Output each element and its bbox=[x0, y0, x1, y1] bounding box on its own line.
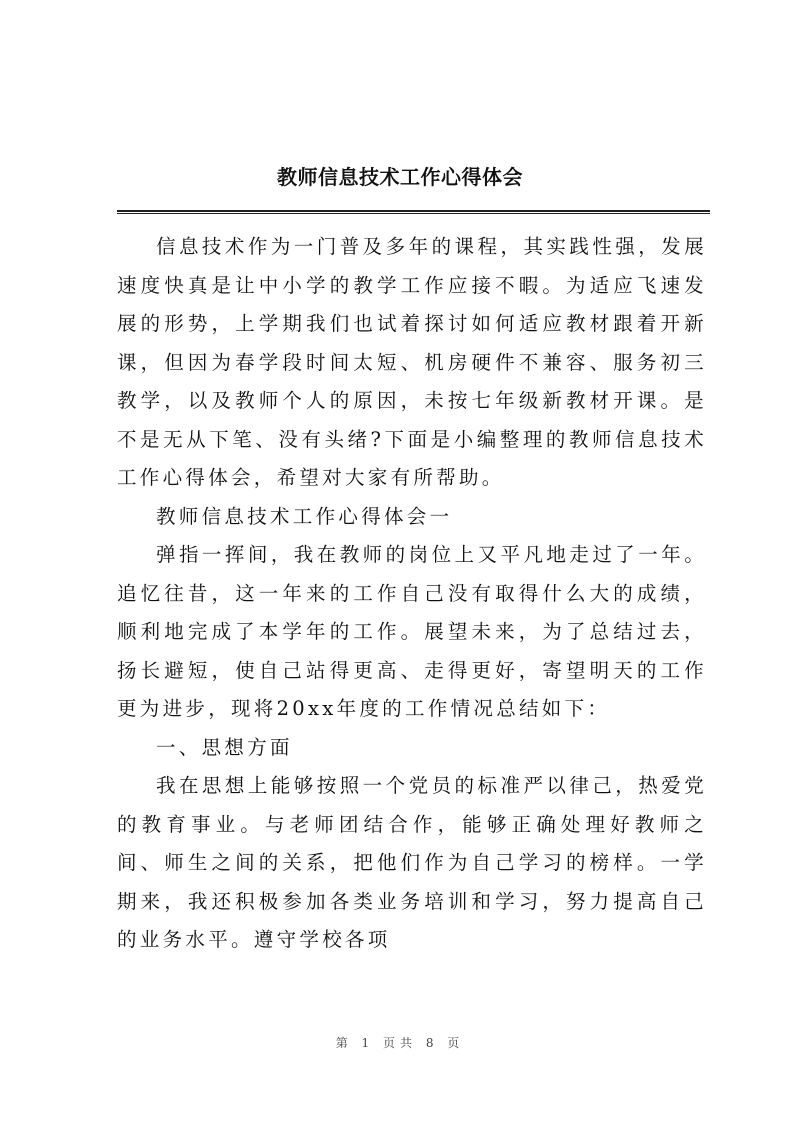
intro-paragraph: 信息技术作为一门普及多年的课程，其实践性强，发展速度快真是让中小学的教学工作应接不暇。为适应飞速发展的形势，上学期我们也试着探讨如何适应教材跟着开新课，但因为春学段时间太短、机房硬件不兼容、服务初三教学，以及教师个人的原因，未按七年级新教材开课。是不是无从下笔、没有头绪?下面是小编整理的教师信息技术工作心得体会，希望对大家有所帮助。 bbox=[117, 235, 707, 489]
subsection-heading: 一、思想方面 bbox=[156, 735, 293, 759]
title-divider bbox=[117, 210, 710, 214]
page-number-footer: 第 1 页共 8 页 bbox=[335, 1036, 465, 1050]
document-title: 教师信息技术工作心得体会 bbox=[277, 165, 523, 189]
body-paragraph: 我在思想上能够按照一个党员的标准严以律己，热爱党的教育事业。与老师团结合作，能够正确处理好教师之间、师生之间的关系，把他们作为自己学习的榜样。一学期来，我还积极参加各类业务培训和学习，努力提高自己的业务水平。遵守学校各项 bbox=[117, 774, 707, 951]
document-body bbox=[117, 228, 707, 960]
section-heading: 教师信息技术工作心得体会一 bbox=[156, 504, 453, 528]
body-paragraph: 弹指一挥间，我在教师的岗位上又平凡地走过了一年。追忆往昔，这一年来的工作自己没有取得什么大的成绩，顺利地完成了本学年的工作。展望未来，为了总结过去，扬长避短，使自己站得更高、走得更好，寄望明天的工作更为进步，现将20xx年度的工作情况总结如下： bbox=[117, 543, 707, 720]
